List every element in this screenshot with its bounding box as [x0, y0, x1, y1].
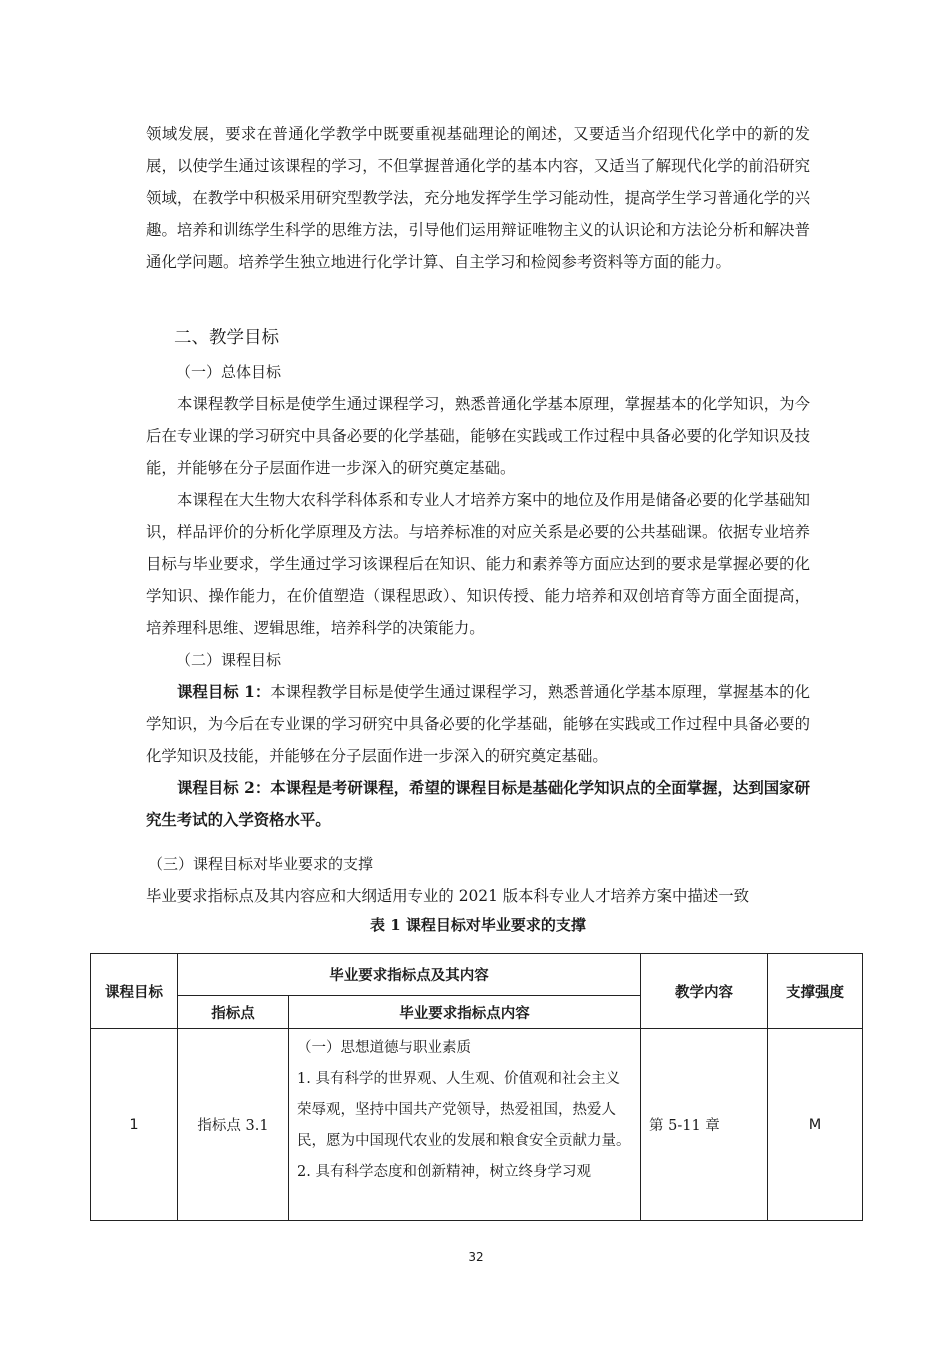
header-requirement-group: 毕业要求指标点及其内容 — [178, 954, 641, 996]
subheading-course-goals: （二）课程目标 — [176, 651, 282, 669]
overall-goal-paragraph-1: 本课程教学目标是使学生通过课程学习，熟悉普通化学基本原理，掌握基本的化学知识，为今后在专业课的学习研究中具备必要的化学基础，能够在实践或工作过程中具备必要的化学知识及技能，并能够在分子层面作进一步深入的研究奠定基础。 — [146, 395, 810, 477]
subheading-goal-support: （三）课程目标对毕业要求的支撑 — [148, 855, 374, 873]
support-table — [90, 953, 863, 1221]
content-line: 1. 具有科学的世界观、人生观、价值观和社会主义荣辱观，坚持中国共产党领导，热爱祖国，热爱人民，愿为中国现代农业的发展和粮食安全贡献力量。 — [297, 1071, 631, 1149]
header-indicator: 指标点 — [178, 996, 289, 1029]
table-header-row — [91, 954, 863, 996]
cell-indicator: 指标点 3.1 — [178, 1029, 289, 1221]
header-teaching-content: 教学内容 — [641, 954, 768, 1029]
page-number: 32 — [468, 1250, 484, 1264]
section-heading-teaching-goals: 二、教学目标 — [174, 328, 279, 348]
subheading-overall-goal: （一）总体目标 — [176, 363, 282, 381]
cell-teaching-content: 第 5-11 章 — [641, 1029, 768, 1221]
header-course-goal: 课程目标 — [91, 954, 178, 1029]
content-line: （一）思想道德与职业素质 — [297, 1040, 471, 1056]
table-row — [91, 1029, 863, 1221]
header-support-strength: 支撑强度 — [768, 954, 863, 1029]
overall-goal-paragraph-2: 本课程在大生物大农科学科体系和专业人才培养方案中的地位及作用是储备必要的化学基础知识，样品评价的分析化学原理及方法。与培养标准的对应关系是必要的公共基础课。依据专业培养目标与毕业要求，学生通过学习该课程后在知识、能力和素养等方面应达到的要求是掌握必要的化学知识、操作能力，在价值塑造（课程思政）、知识传授、能力培养和双创培育等方面全面提高，培养理科思维、逻辑思维，培养科学的决策能力。 — [146, 491, 810, 637]
requirement-note: 毕业要求指标点及其内容应和大纲适用专业的 2021 版本科专业人才培养方案中描述一致 — [146, 887, 750, 905]
course-goal-1-label: 课程目标 1： — [177, 683, 271, 701]
course-goal-1-paragraph — [146, 676, 810, 772]
intro-paragraph: 领域发展，要求在普通化学教学中既要重视基础理论的阐述，又要适当介绍现代化学中的新的发展，以使学生通过该课程的学习，不但掌握普通化学的基本内容，又适当了解现代化学的前沿研究领域，在教学中积极采用研究型教学法，充分地发挥学生学习能动性，提高学生学习普通化学的兴趣。培养和训练学生科学的思维方法，引导他们运用辩证唯物主义的认识论和方法论分析和解决普通化学问题。培养学生独立地进行化学计算、自主学习和检阅参考资料等方面的能力。 — [146, 125, 810, 271]
cell-indicator-content — [289, 1029, 641, 1221]
course-goal-2-paragraph: 课程目标 2：本课程是考研课程，希望的课程目标是基础化学知识点的全面掌握，达到国家研究生考试的入学资格水平。 — [146, 779, 810, 829]
header-indicator-content: 毕业要求指标点内容 — [289, 996, 641, 1029]
course-goal-1-text: 本课程教学目标是使学生通过课程学习，熟悉普通化学基本原理，掌握基本的化学知识，为今后在专业课的学习研究中具备必要的化学基础，能够在实践或工作过程中具备必要的化学知识及技能，并能够在分子层面作进一步深入的研究奠定基础。 — [146, 683, 810, 765]
table-caption: 表 1 课程目标对毕业要求的支撑 — [370, 916, 586, 934]
cell-support-strength: M — [768, 1029, 863, 1221]
content-line: 2. 具有科学态度和创新精神，树立终身学习观 — [297, 1164, 591, 1180]
cell-course-goal: 1 — [91, 1029, 178, 1221]
